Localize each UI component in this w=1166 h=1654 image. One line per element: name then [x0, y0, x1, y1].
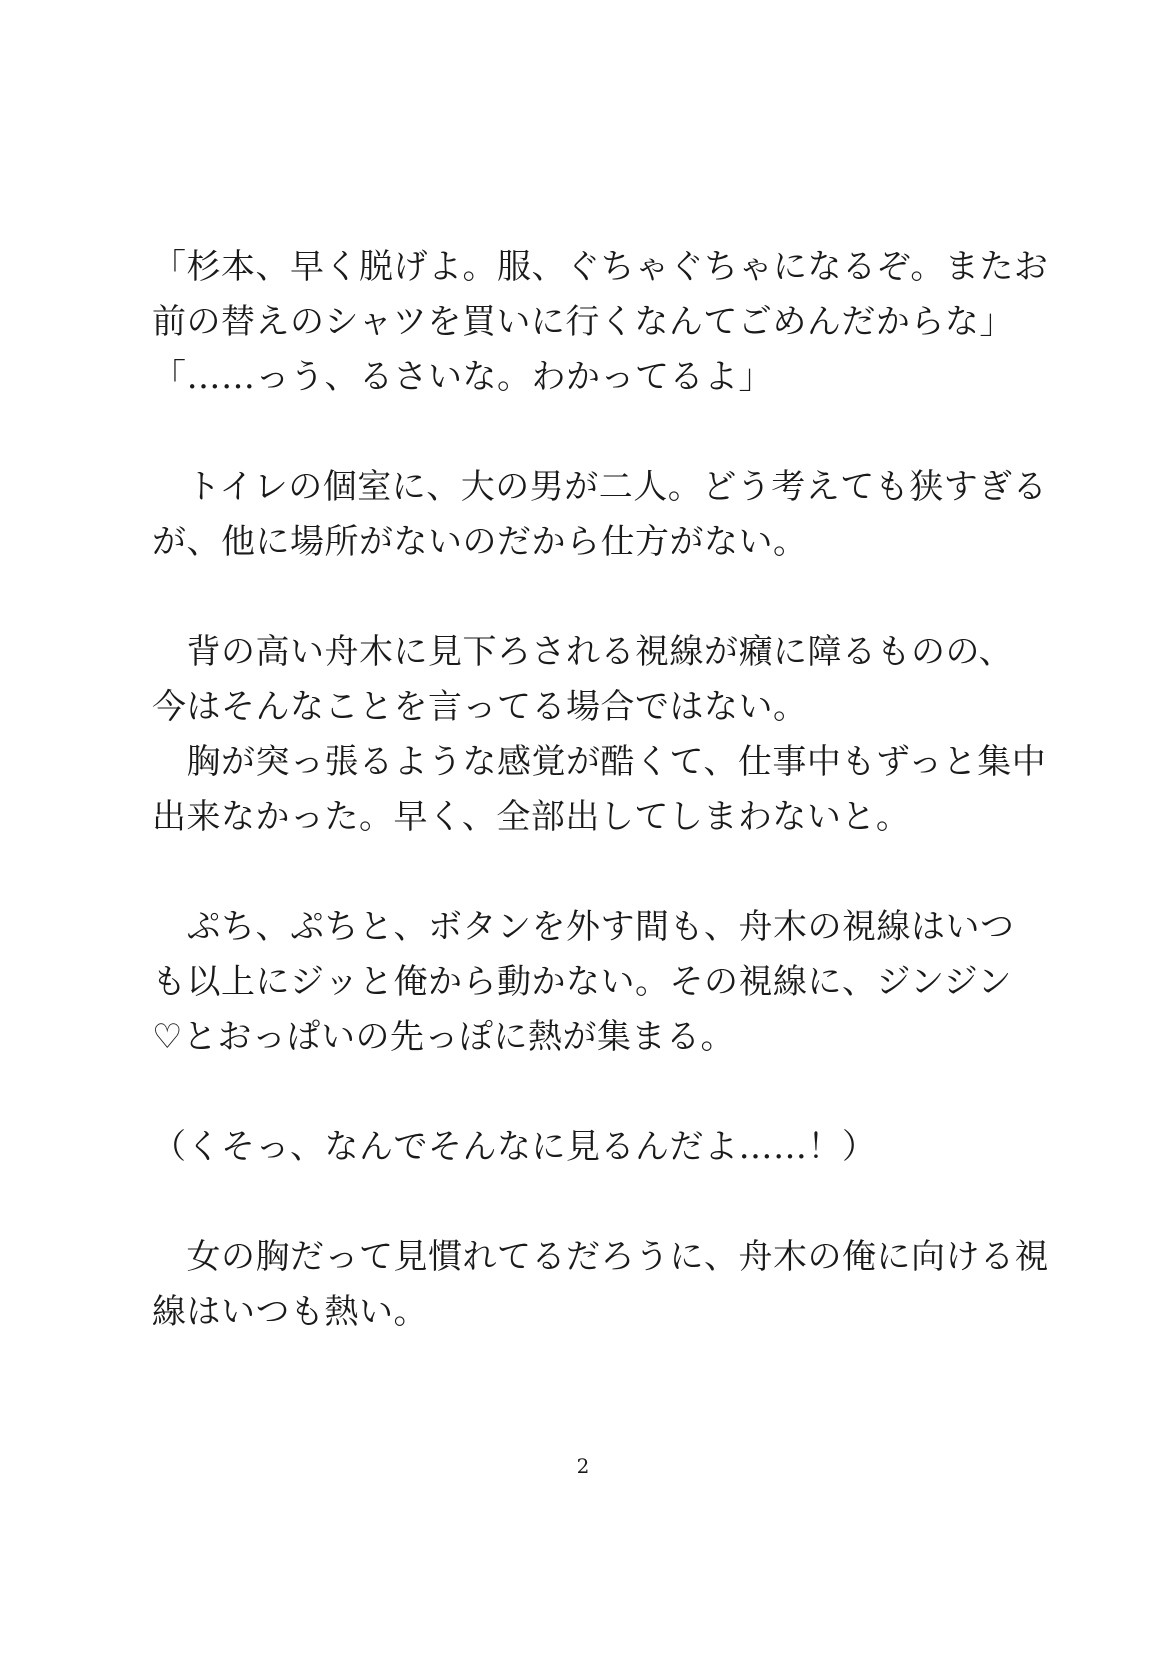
- text-line: が、他に場所がないのだから仕方がない。: [152, 522, 808, 562]
- text-line: ぷち、ぷちと、ボタンを外す間も、舟木の視線はいつ: [152, 907, 1015, 947]
- text-line: も以上にジッと俺から動かない。その視線に、ジンジン: [152, 962, 1012, 1002]
- paragraph-gap: [152, 405, 1032, 460]
- text-line: 今はそんなことを言ってる場合ではない。: [152, 687, 808, 727]
- body-text: [152, 240, 1049, 1340]
- text-line: ♡とおっぱいの先っぽに熱が集まる。: [152, 1017, 735, 1057]
- text-line: トイレの個室に、大の男が二人。どう考えても狭すぎる: [152, 467, 1048, 507]
- text-line: 「……っう、るさいな。わかってるよ」: [152, 357, 773, 397]
- text-line: 背の高い舟木に見下ろされる視線が癪に障るものの、: [152, 632, 1014, 672]
- paragraph-gap: [152, 570, 1032, 625]
- page-number: 2: [576, 1454, 590, 1478]
- paragraph-gap: [152, 845, 1032, 900]
- text-line: 胸が突っ張るような感覚が酷くて、仕事中もずっと集中: [152, 742, 1047, 782]
- text-line: 「杉本、早く脱げよ。服、ぐちゃぐちゃになるぞ。またお: [152, 247, 1049, 287]
- text-line: 出来なかった。早く、全部出してしまわないと。: [152, 797, 911, 837]
- text-line: （くそっ、なんでそんなに見るんだよ……！）: [152, 1127, 877, 1167]
- paragraph-gap: [152, 1175, 1032, 1230]
- paragraph-gap: [152, 1065, 1032, 1120]
- text-line: 女の胸だって見慣れてるだろうに、舟木の俺に向ける視: [152, 1237, 1049, 1277]
- text-line: 前の替えのシャツを買いに行くなんてごめんだからな」: [152, 302, 1014, 342]
- text-line: 線はいつも熱い。: [152, 1292, 428, 1332]
